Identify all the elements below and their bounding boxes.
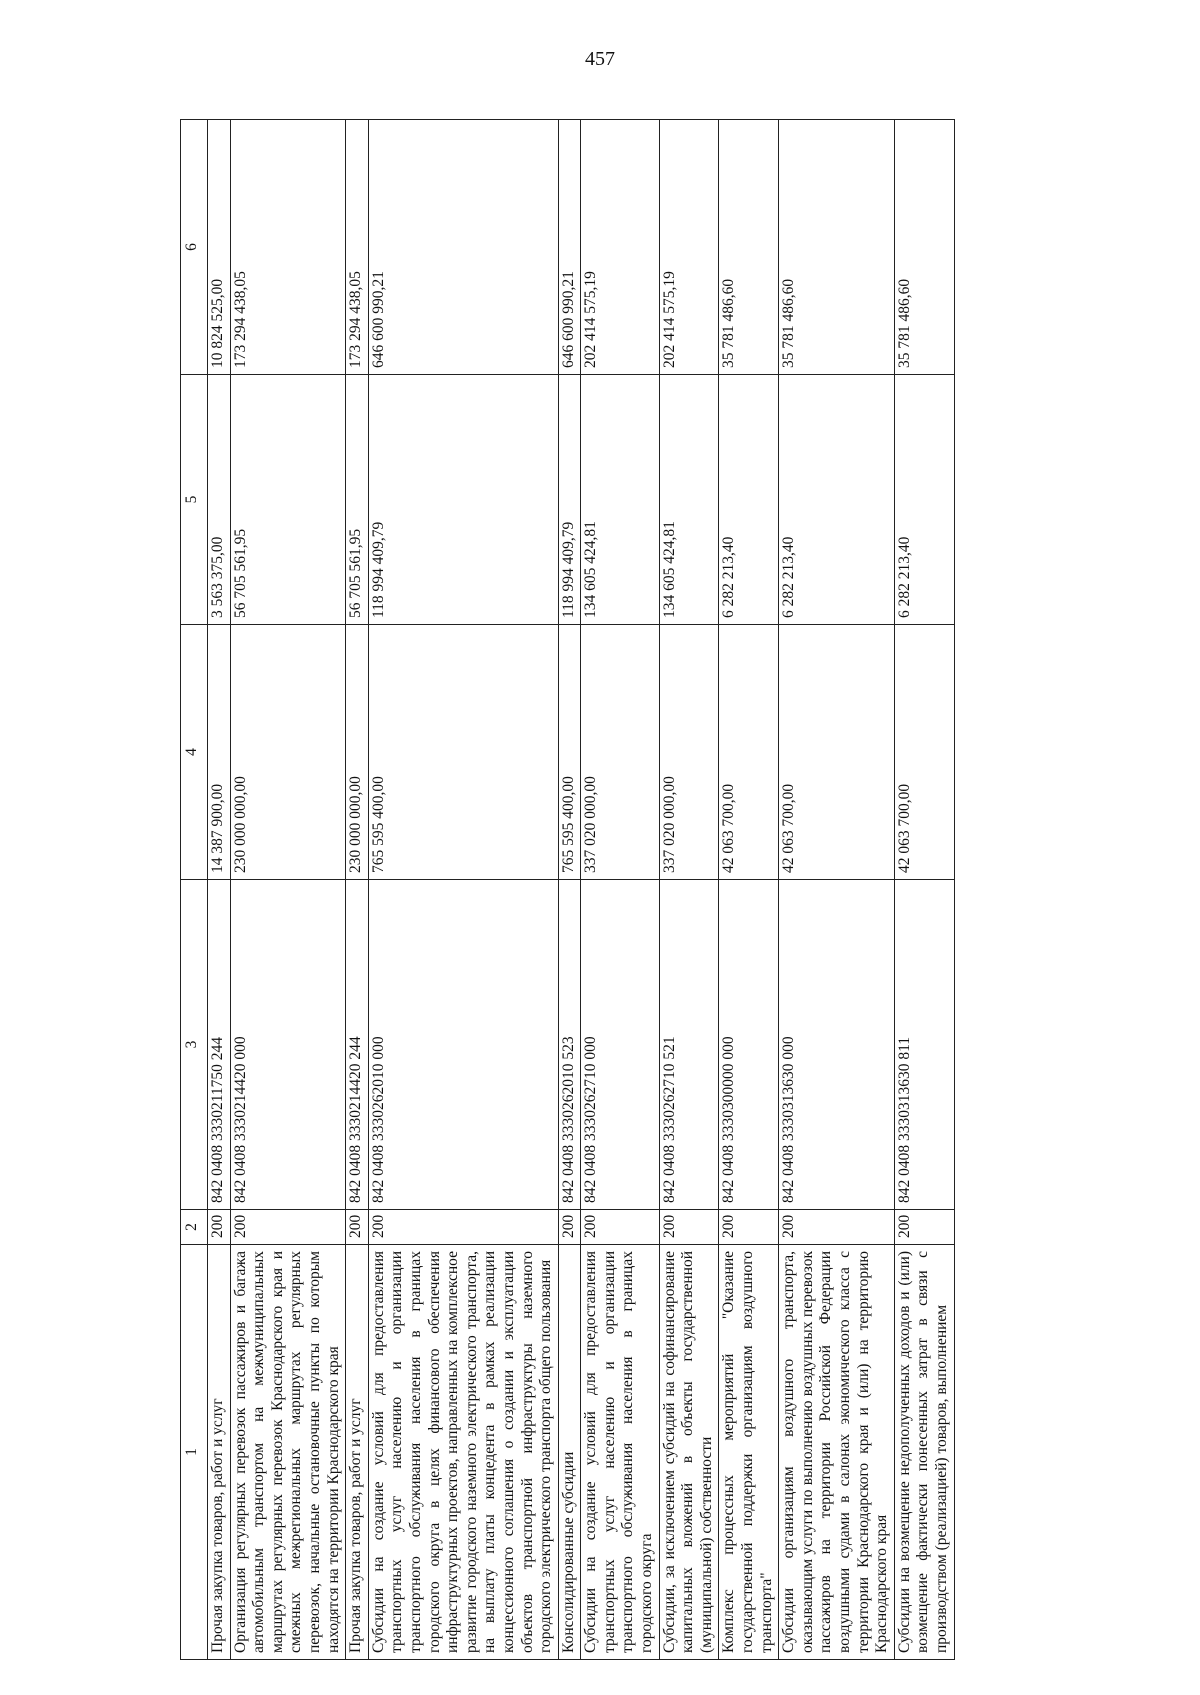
item-amount-col6: 35 781 486,60 bbox=[779, 120, 895, 375]
header-cell: 1 bbox=[181, 1245, 208, 1660]
item-amount-col5: 118 994 409,79 bbox=[368, 375, 558, 625]
table-row bbox=[230, 120, 346, 1660]
item-description: Консолидированные субсидии bbox=[558, 1245, 581, 1660]
table-row bbox=[719, 120, 779, 1660]
item-description: Организация регулярных перевозок пассажиров и багажа автомобильным транспортом на межмуниципальных маршрутах регулярных перевозок Краснодарского края и смежных межрегиональных маршрутах регулярных перевозок, начальные остановочные пункты по которым находятся на территории Краснодарского края bbox=[230, 1245, 346, 1660]
item-amount-col4: 337 020 000,00 bbox=[581, 625, 659, 880]
table-body bbox=[208, 120, 955, 1660]
item-code: 842 0408 3330262710 521 bbox=[659, 880, 719, 1210]
item-amount-col4: 337 020 000,00 bbox=[659, 625, 719, 880]
item-description: Комплекс процессных мероприятий "Оказание государственной поддержки организациям воздушного транспорта" bbox=[719, 1245, 779, 1660]
page-number: 457 bbox=[585, 48, 615, 70]
item-amount-col4: 14 387 900,00 bbox=[208, 625, 231, 880]
item-amount-col6: 173 294 438,05 bbox=[230, 120, 346, 375]
header-cell: 3 bbox=[181, 880, 208, 1210]
item-description: Прочая закупка товаров, работ и услуг bbox=[346, 1245, 369, 1660]
item-code: 842 0408 3330300000 000 bbox=[719, 880, 779, 1210]
item-code: 842 0408 3330214420 244 bbox=[346, 880, 369, 1210]
item-amount-col5: 56 705 561,95 bbox=[230, 375, 346, 625]
item-col2: 200 bbox=[894, 1210, 954, 1245]
item-amount-col4: 42 063 700,00 bbox=[894, 625, 954, 880]
item-amount-col5: 56 705 561,95 bbox=[346, 375, 369, 625]
item-description: Субсидии на создание условий для предоставления транспортных услуг населению и организации транспортного обслуживания населения в границах городского округа в целях финансового обеспечения инфраструктурных проектов, направленных на комплексное развитие городского наземного электрического транспорта, на выплату платы концедента в рамках реализации концессионного соглашения о создании и эксплуатации объектов транспортной инфраструктуры наземного городского электрического транспорта общего пользования bbox=[368, 1245, 558, 1660]
item-amount-col5: 6 282 213,40 bbox=[894, 375, 954, 625]
item-amount-col5: 118 994 409,79 bbox=[558, 375, 581, 625]
table-row bbox=[368, 120, 558, 1660]
rotated-table-container bbox=[180, 120, 1045, 1660]
item-amount-col5: 134 605 424,81 bbox=[581, 375, 659, 625]
item-amount-col6: 35 781 486,60 bbox=[719, 120, 779, 375]
item-amount-col6: 202 414 575,19 bbox=[659, 120, 719, 375]
header-cell: 6 bbox=[181, 120, 208, 375]
header-cell: 4 bbox=[181, 625, 208, 880]
item-col2: 200 bbox=[581, 1210, 659, 1245]
item-amount-col6: 10 824 525,00 bbox=[208, 120, 231, 375]
item-code: 842 0408 3330262010 000 bbox=[368, 880, 558, 1210]
item-code: 842 0408 3330214420 000 bbox=[230, 880, 346, 1210]
item-amount-col6: 202 414 575,19 bbox=[581, 120, 659, 375]
table-row bbox=[208, 120, 231, 1660]
item-code: 842 0408 3330211750 244 bbox=[208, 880, 231, 1210]
item-col2: 200 bbox=[368, 1210, 558, 1245]
item-col2: 200 bbox=[659, 1210, 719, 1245]
item-col2: 200 bbox=[346, 1210, 369, 1245]
item-col2: 200 bbox=[719, 1210, 779, 1245]
item-amount-col6: 35 781 486,60 bbox=[894, 120, 954, 375]
item-description: Субсидии на возмещение недополученных доходов и (или) возмещение фактически понесенных затрат в связи с производством (реализацией) товаров, выполнением bbox=[894, 1245, 954, 1660]
item-amount-col4: 765 595 400,00 bbox=[558, 625, 581, 880]
budget-table bbox=[180, 119, 955, 1660]
item-description: Субсидии на создание условий для предоставления транспортных услуг населению и организации транспортного обслуживания населения в границах городского округа bbox=[581, 1245, 659, 1660]
item-amount-col4: 765 595 400,00 bbox=[368, 625, 558, 880]
header-row bbox=[181, 120, 208, 1660]
item-description: Субсидии организациям воздушного транспорта, оказывающим услуги по выполнению воздушных перевозок пассажиров на территории Российской Федерации воздушными судами в салонах экономического класса с территории Краснодарского края и (или) на территорию Краснодарского края bbox=[779, 1245, 895, 1660]
item-amount-col5: 6 282 213,40 bbox=[779, 375, 895, 625]
item-amount-col5: 134 605 424,81 bbox=[659, 375, 719, 625]
table-row bbox=[581, 120, 659, 1660]
item-amount-col4: 42 063 700,00 bbox=[779, 625, 895, 880]
table-row bbox=[894, 120, 954, 1660]
item-code: 842 0408 3330313630 811 bbox=[894, 880, 954, 1210]
item-col2: 200 bbox=[779, 1210, 895, 1245]
table-row bbox=[779, 120, 895, 1660]
item-col2: 200 bbox=[558, 1210, 581, 1245]
table-row bbox=[558, 120, 581, 1660]
table-row bbox=[659, 120, 719, 1660]
item-amount-col4: 42 063 700,00 bbox=[719, 625, 779, 880]
item-col2: 200 bbox=[208, 1210, 231, 1245]
item-description: Прочая закупка товаров, работ и услуг bbox=[208, 1245, 231, 1660]
header-cell: 5 bbox=[181, 375, 208, 625]
item-col2: 200 bbox=[230, 1210, 346, 1245]
item-amount-col6: 646 600 990,21 bbox=[558, 120, 581, 375]
table-row bbox=[346, 120, 369, 1660]
item-amount-col4: 230 000 000,00 bbox=[230, 625, 346, 880]
item-code: 842 0408 3330262710 000 bbox=[581, 880, 659, 1210]
item-code: 842 0408 3330262010 523 bbox=[558, 880, 581, 1210]
item-amount-col5: 6 282 213,40 bbox=[719, 375, 779, 625]
item-amount-col4: 230 000 000,00 bbox=[346, 625, 369, 880]
item-description: Субсидии, за исключением субсидий на софинансирование капитальных вложений в объекты государственной (муниципальной) собственности bbox=[659, 1245, 719, 1660]
item-code: 842 0408 3330313630 000 bbox=[779, 880, 895, 1210]
header-cell: 2 bbox=[181, 1210, 208, 1245]
item-amount-col6: 173 294 438,05 bbox=[346, 120, 369, 375]
item-amount-col5: 3 563 375,00 bbox=[208, 375, 231, 625]
item-amount-col6: 646 600 990,21 bbox=[368, 120, 558, 375]
